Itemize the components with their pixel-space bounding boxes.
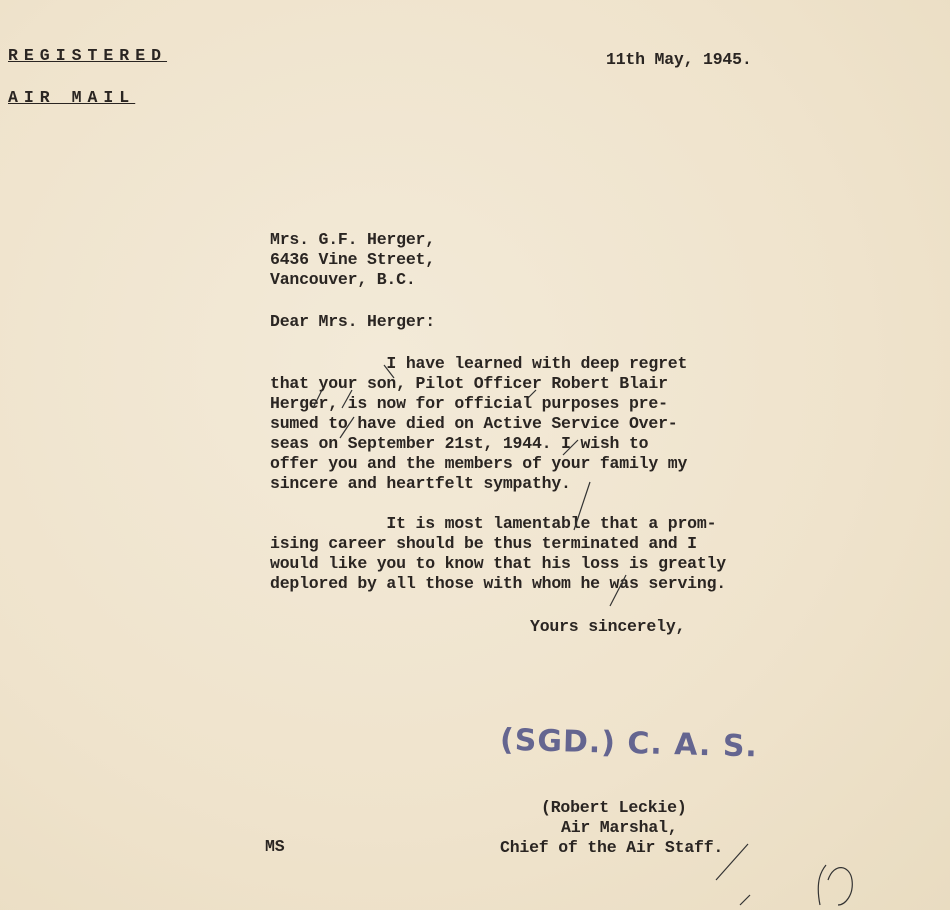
- address-line: 6436 Vine Street,: [270, 250, 435, 269]
- letter-date: 11th May, 1945.: [606, 50, 752, 69]
- registered-label: REGISTERED: [8, 46, 168, 65]
- check-mark: [384, 365, 394, 378]
- body-line: seas on September 21st, 1944. I wish to: [270, 434, 649, 453]
- body-line: that your son, Pilot Officer Robert Blair: [270, 374, 668, 393]
- address-line: Vancouver, B.C.: [270, 270, 416, 289]
- typist-initials: MS: [265, 837, 285, 856]
- handwritten-initials: [818, 865, 852, 905]
- body-line: sumed to have died on Active Service Over-: [270, 414, 678, 433]
- salutation: Dear Mrs. Herger:: [270, 312, 435, 331]
- body-line: ising career should be thus terminated and I: [270, 534, 697, 553]
- body-line: would like you to know that his loss is greatly: [270, 554, 726, 573]
- address-line: Mrs. G.F. Herger,: [270, 230, 435, 249]
- body-line: offer you and the members of your family my: [270, 454, 688, 473]
- signatory-name: (Robert Leckie): [541, 798, 687, 817]
- signature-stamp: (SGD.) C. A. S.: [499, 722, 759, 765]
- air-mail-label: AIR MAIL: [8, 88, 136, 107]
- signatory-rank: Air Marshal,: [561, 818, 678, 837]
- body-line: deplored by all those with whom he was serving.: [270, 574, 726, 593]
- body-line: I have learned with deep regret: [270, 354, 688, 373]
- body-line: sincere and heartfelt sympathy.: [270, 474, 571, 493]
- body-line: Herger, is now for official purposes pre-: [270, 394, 668, 413]
- closing: Yours sincerely,: [530, 617, 686, 636]
- signatory-title: Chief of the Air Staff.: [500, 838, 724, 857]
- body-line: It is most lamentable that a prom-: [270, 514, 717, 533]
